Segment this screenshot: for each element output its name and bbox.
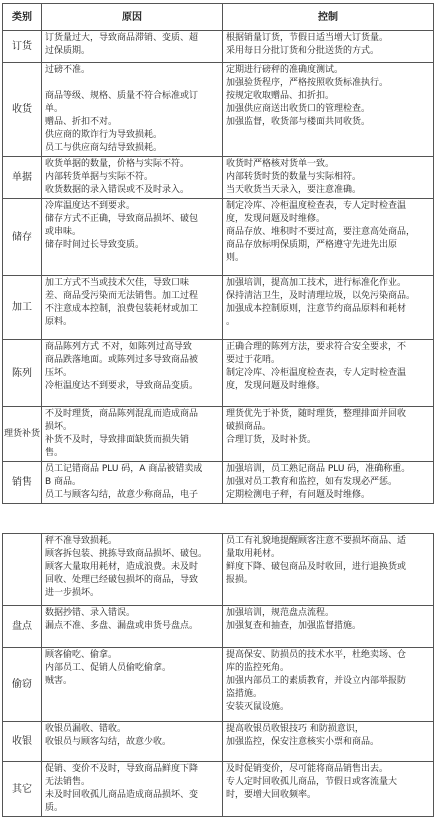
cause-line: 过磅不准。 xyxy=(45,65,91,75)
control-cell xyxy=(223,340,434,407)
control-line: 加强监控，保安注意核实小票和商品。 xyxy=(226,737,380,747)
cause-line: 或串味。 xyxy=(45,227,82,237)
table-row xyxy=(3,157,434,199)
control-line: 加强培训，员工熟记商品 PLU 码，准确称重。 xyxy=(226,464,411,474)
cause-line: 加工方式不当或技术欠佳，导致口味 xyxy=(45,278,190,288)
category-cell: 陈列 xyxy=(3,340,42,407)
control-cell xyxy=(223,648,434,722)
control-line: 加强成本控制原则，注意节约商品原料和耗材 xyxy=(226,304,407,314)
control-line: 要过于花哨。 xyxy=(226,355,281,365)
header-control: 控制 xyxy=(223,4,434,31)
table-row xyxy=(3,462,434,504)
control-line: 加强监督，收货部与楼面共同收货。 xyxy=(226,117,371,127)
control-cell xyxy=(223,31,434,63)
cause-cell xyxy=(42,31,223,63)
cause-line: 赠品、折扣不对。 xyxy=(45,117,118,127)
category-cell: 理货补货 xyxy=(3,407,42,462)
cause-cell xyxy=(42,157,223,199)
control-line: 按规定收取赠品、扣折扣。 xyxy=(226,91,335,101)
control-line: 员工有礼貌地提醒顾客注意不要损坏商品、适 xyxy=(226,536,407,546)
control-line: 。 xyxy=(226,317,236,327)
table-row xyxy=(3,31,434,63)
cause-line: 未及时回收孤儿商品造成商品损坏、变 xyxy=(45,790,199,800)
control-line: 加强对员工教育和监控，如有发现必严惩。 xyxy=(226,477,398,487)
control-line: 则。 xyxy=(226,253,245,263)
cause-line: 顾客大量取用耗材，造成浪费。未及时 xyxy=(45,562,199,572)
control-line: 安装灭鼠设施。 xyxy=(226,702,290,712)
cause-line: 顾客偷吃、偷拿。 xyxy=(45,650,118,660)
control-line: 鲜度下降、破包商品及时收回，进行退换货或 xyxy=(226,562,407,572)
control-line: 保持清洁卫生，及时清理垃圾，以免污染商品。 xyxy=(226,291,416,301)
cause-line: 收银员漏收、错收。 xyxy=(45,724,127,734)
control-line: 商品存放、堆积时不要过高，要注意高处商品， xyxy=(226,227,416,237)
category-cell: 销售 xyxy=(3,462,42,504)
category-cell: 收银 xyxy=(3,722,42,762)
control-line: 破损商品。 xyxy=(226,422,272,432)
cause-cell xyxy=(42,534,223,606)
control-line: 加强复查和抽查，加强监督措施。 xyxy=(226,621,362,631)
category-cell: 收货 xyxy=(3,63,42,157)
control-line: 收货时严格核对货单一致。 xyxy=(226,159,335,169)
control-line: 库的监控死角。 xyxy=(226,663,290,673)
cause-line: 促销、变价不及时，导致商品鲜度下降 xyxy=(45,764,199,774)
cause-line: 储存时间过长导致变质。 xyxy=(45,240,145,250)
control-line: 量取用耗材。 xyxy=(226,549,281,559)
cause-line: 员工与顾客勾结，故意少称商品，电子 xyxy=(45,490,199,500)
cause-line: 储存方式不正确，导致商品损坏、破包 xyxy=(45,214,199,224)
table-row xyxy=(3,276,434,340)
control-line: 采用每日分批订货和分批送货的方式。 xyxy=(226,46,380,56)
cause-line: 贼害。 xyxy=(45,676,73,686)
control-cell xyxy=(223,157,434,199)
control-line: 制定冷库、冷柜温度检查表，专人定时检查温 xyxy=(226,201,407,211)
category-cell: 储存 xyxy=(3,199,42,276)
cause-cell xyxy=(42,462,223,504)
cause-line: 内部员工、促销人员偷吃偷拿。 xyxy=(45,663,172,673)
cause-line: 商品跌落地面。或陈列过多导致商品被 xyxy=(45,355,199,365)
control-line: 及时促销变价，尽可能将商品销售出去。 xyxy=(226,764,389,774)
control-cell xyxy=(223,722,434,762)
cause-line: 售。 xyxy=(45,448,64,458)
cause-line: 进一步损坏。 xyxy=(45,588,100,598)
cause-cell xyxy=(42,276,223,340)
cause-line: 压坏。 xyxy=(45,368,73,378)
control-cell xyxy=(223,276,434,340)
table-row xyxy=(3,722,434,762)
control-line: 度，发现问题及时维修。 xyxy=(226,214,326,224)
cause-line: 冷库温度达不到要求。 xyxy=(45,201,136,211)
cause-line: 供应商的欺诈行为导致损耗。 xyxy=(45,130,163,140)
control-cell xyxy=(223,762,434,817)
cause-cell xyxy=(42,407,223,462)
table-row xyxy=(3,407,434,462)
cause-line: 补货不及时，导致排面缺货而损失销 xyxy=(45,435,190,445)
control-line: 商品存放标明保质期，严格遵守先进先出原 xyxy=(226,240,398,250)
control-line: 专人定时回收孤儿商品，节假日或客流量大 xyxy=(226,777,398,787)
category-cell: 订货 xyxy=(3,31,42,63)
cause-cell xyxy=(42,648,223,722)
table-row xyxy=(3,63,434,157)
cause-line: 漏点不准、多盘、漏盘或串货号盘点。 xyxy=(45,621,199,631)
control-line: 度，发现问题及时维修。 xyxy=(226,381,326,391)
category-cell: 偷窃 xyxy=(3,648,42,722)
category-cell: 单据 xyxy=(3,157,42,199)
cause-line: 商品陈列方式 不对，如陈列过高导致 xyxy=(45,342,192,352)
cause-line: 不及时理货，商品陈列混乱而造成商品 xyxy=(45,409,199,419)
cause-line: 回收、处理已经破包损坏的商品，导致 xyxy=(45,575,199,585)
cause-cell xyxy=(42,606,223,648)
control-line: 根据销量订货，节假日适当增大订货量。 xyxy=(226,33,389,43)
control-cell xyxy=(223,199,434,276)
table-row xyxy=(3,606,434,648)
cause-line: 内部转货单据与实际不符。 xyxy=(45,172,154,182)
control-line: 理货优先于补货，随时理货，整理排面并回收 xyxy=(226,409,407,419)
control-cell xyxy=(223,407,434,462)
cause-line xyxy=(45,77,219,90)
control-line: 加强供应商送出收货口的管理检查。 xyxy=(226,104,371,114)
loss-control-table-2 xyxy=(2,533,434,817)
control-line: 加强内部员工的素质教育，并设立内部举报防 xyxy=(226,676,407,686)
control-line: 制定冷库、冷柜温度检查表，专人定时检查温 xyxy=(226,368,407,378)
category-cell xyxy=(3,534,42,606)
header-row xyxy=(3,4,434,31)
table-row xyxy=(3,648,434,722)
cause-line: 单。 xyxy=(45,104,64,114)
cause-line: 员工与供应商勾结导致损耗。 xyxy=(45,143,163,153)
control-line: 内部转货时货的数量与实际相符。 xyxy=(226,172,362,182)
cause-line: 收货单据的数量，价格与实际不符。 xyxy=(45,159,190,169)
cause-line: B 商品。 xyxy=(45,477,82,487)
table-row xyxy=(3,340,434,407)
control-line: 当天收货当天录入，要注意准确。 xyxy=(226,185,362,195)
cause-line: 秤不准导致损耗。 xyxy=(45,536,118,546)
cause-cell xyxy=(42,340,223,407)
cause-cell xyxy=(42,722,223,762)
header-category: 类别 xyxy=(3,4,42,31)
control-line: 加强培训，提高加工技术，进行标准化作业。 xyxy=(226,278,407,288)
cause-line: 订货量过大，导致商品滞销、变质、超 xyxy=(45,33,199,43)
control-line: 报损。 xyxy=(226,575,254,585)
category-cell: 加工 xyxy=(3,276,42,340)
category-cell: 盘点 xyxy=(3,606,42,648)
control-line: 正确合理的陈列方法，要求符合安全要求，不 xyxy=(226,342,407,352)
loss-control-table-1 xyxy=(2,3,434,504)
cause-cell xyxy=(42,199,223,276)
table-row xyxy=(3,762,434,817)
cause-line: 顾客拆包装、挑拣导致商品损坏、破包。 xyxy=(45,549,208,559)
cause-line: 冷柜温度达不到要求，导致商品变质。 xyxy=(45,381,199,391)
cause-line: 收货数据的录入错误或不及时录入。 xyxy=(45,185,190,195)
cause-line: 原料。 xyxy=(45,317,73,327)
cause-cell xyxy=(42,762,223,817)
control-cell xyxy=(223,63,434,157)
header-cause: 原因 xyxy=(42,4,223,31)
table-row xyxy=(3,199,434,276)
control-line: 时，要增大回收频率。 xyxy=(226,790,317,800)
control-line: 定期检测电子秤，有问题及时维修。 xyxy=(226,490,371,500)
control-line: 加强培训，规范盘点流程。 xyxy=(226,608,335,618)
control-line: 加强验货程序，严格按照收货标准执行。 xyxy=(226,78,389,88)
control-line: 定期进行磅秤的准确度测试。 xyxy=(226,65,344,75)
control-cell xyxy=(223,606,434,648)
control-line: 提高保安、防损员的技术水平，杜绝卖场、仓 xyxy=(226,650,407,660)
cause-cell xyxy=(42,63,223,157)
category-cell: 其它 xyxy=(3,762,42,817)
cause-line: 收银员与顾客勾结，故意少收。 xyxy=(45,737,172,747)
control-cell xyxy=(223,534,434,606)
cause-line: 质。 xyxy=(45,803,64,813)
control-cell xyxy=(223,462,434,504)
cause-line: 过保质期。 xyxy=(45,46,91,56)
cause-line: 不注意成本控制，浪费包装耗材或加工 xyxy=(45,304,199,314)
cause-line: 商品等级、规格、质量不符合标准或订 xyxy=(45,91,199,101)
cause-line: 员工记错商品 PLU 码，A 商品被错卖成 xyxy=(45,464,203,474)
control-line: 提高收银员收银技巧 和防损意识， xyxy=(226,724,364,734)
control-line: 合理订货，及时补货。 xyxy=(226,435,317,445)
control-line: 盗措施。 xyxy=(226,689,263,699)
cause-line: 差、商品受污染而无法销售。加工过程 xyxy=(45,291,199,301)
cause-line: 无法销售。 xyxy=(45,777,91,787)
cause-line: 数据抄错、录入错误。 xyxy=(45,608,136,618)
cause-line: 损坏。 xyxy=(45,422,73,432)
table-row xyxy=(3,534,434,606)
